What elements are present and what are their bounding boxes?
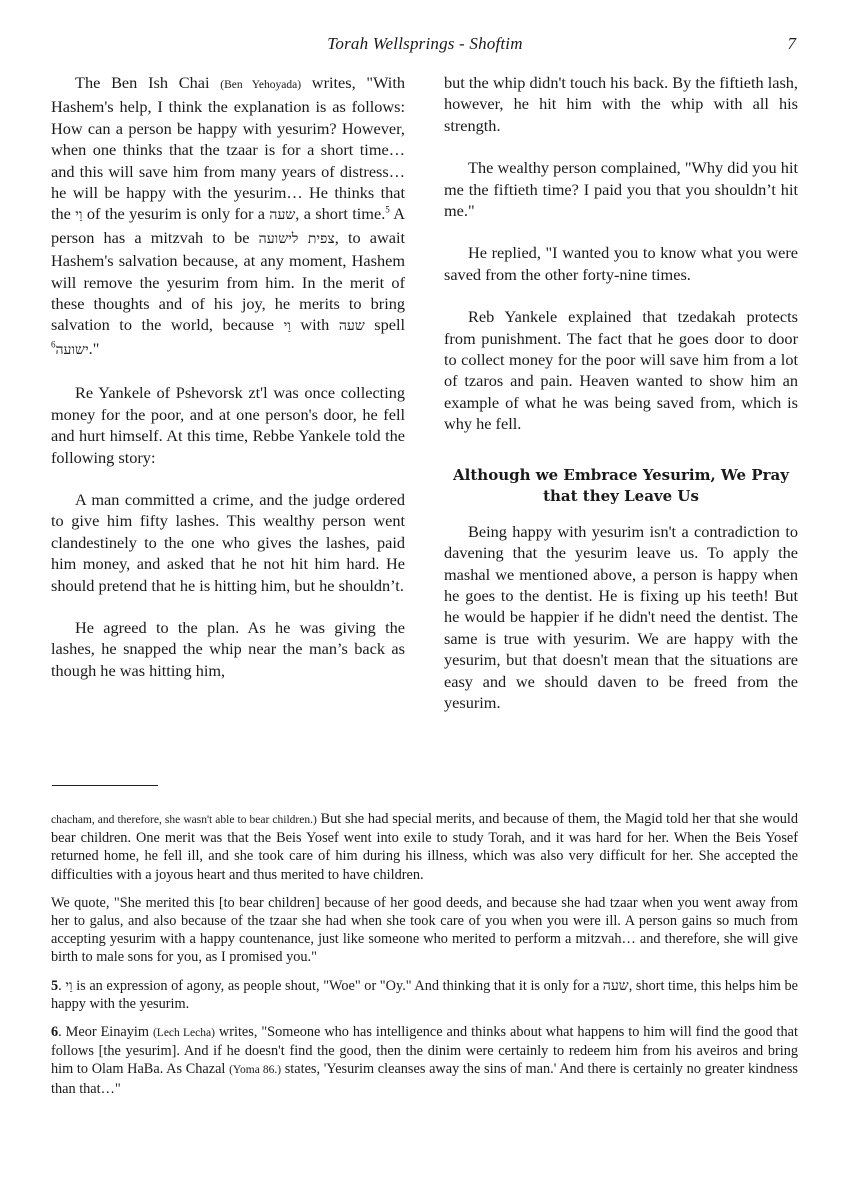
paragraph: Re Yankele of Pshevorsk zt'l was once collecting money for the poor, and at one person's door, he fell and hurt himself. At this time, Rebbe Yankele told the following story:	[51, 383, 405, 467]
left-column	[51, 72, 405, 702]
hebrew-word: צפית לישועה	[258, 230, 335, 247]
paragraph: The wealthy person complained, "Why did you hit me the fiftieth time? I paid you that you shouldn’t hit me."	[444, 158, 798, 221]
footnotes	[51, 810, 798, 1108]
paragraph: He replied, "I wanted you to know what you were saved from the other forty-nine times.	[444, 243, 798, 284]
source-citation: (Yoma 86.)	[229, 1064, 282, 1077]
footnote-number: 5	[51, 977, 59, 994]
footnote-ref: 6	[51, 339, 56, 350]
running-title: Torah Wellsprings - Shoftim	[327, 34, 523, 53]
footnote: 6. Meor Einayim (Lech Lecha) writes, "Someone who has intelligence and thinks about what happens to him will find the good that follows [the yesurim]. And if he doesn't find the good, then the dinim were certainly to redeem him from his aveiros and bring him to Olam HaBa. As Chazal (Yoma 86.) states, 'Yesurim cleanses away the sins of man.' And there is certainly no greater kindness than that…"	[51, 1024, 798, 1097]
footnote: chacham, and therefore, she wasn't able to bear children.) But she had special merits, and because of them, the Magid told her that she would bear children. One merit was that the Beis Yosef went into exile to study Torah, and it was hard for her. When the Beis Yosef returned home, he fell ill, and she took care of him during his illness, which was also very difficult for her. She accepted the difficulties with a joyous heart and thus merited to have children.	[51, 811, 798, 883]
right-column	[444, 72, 798, 734]
paragraph: A man committed a crime, and the judge ordered to give him fifty lashes. This wealthy person went clandestinely to the one who gives the lashes, paid him money, and asked that he not hit him hard. He should pretend that he is hitting him, but he shouldn’t.	[51, 489, 405, 595]
paragraph: The Ben Ish Chai (Ben Yehoyada) writes, "With Hashem's help, I think the explanation is as follows: How can a person be happy with yesurim? However, when one thinks that the tzaar is for a short time… and this will save him from many years of distress… he will be happy with the yesurim… He thinks that the וַי of the yesurim is only for a שעה, a short time.$^5$ A person has a mitzvah to be צפית לישועה, to await Hashem's salvation because, at any moment, Hashem will remove the yesurim from him. In the merit of these thoughts and of his joy, he merits to bring salvation to the world, because וַי with שעה spell $^6$ישועה."	[51, 73, 406, 358]
footnote-divider	[52, 785, 158, 786]
page-number: 7	[787, 34, 796, 53]
paragraph: He agreed to the plan. As he was giving the lashes, he snapped the whip near the man’s back as though he was hitting him,	[51, 617, 405, 680]
footnote-number: 6	[51, 1024, 59, 1041]
section-heading: Although we Embrace Yesurim, We Pray that they Leave Us	[453, 465, 789, 505]
hebrew-word: וַי	[75, 207, 83, 224]
hebrew-word: שעה	[269, 207, 296, 224]
hebrew-word: וַי	[283, 318, 291, 335]
page-header	[52, 34, 798, 60]
footnote: We quote, "She merited this [to bear children] because of her good deeds, and because she had tzaar when you went away from her to galus, and also because of the tzaar she had when she took care of you when you were ill. A person gains so much from accepting yesurim with a happy countenance, just like someone who merited to perform a mitzvah… and therefore, she will give birth to male sons for you, as I promised you."	[51, 894, 798, 966]
footnote: 5. וַי is an expression of agony, as people shout, "Woe" or "Oy." And thinking that it is only for a שעה, short time, this helps him be happy with the yesurim.	[51, 977, 798, 1012]
paragraph: but the whip didn't touch his back. By the fiftieth lash, however, he hit him with the whip with all his strength.	[444, 73, 798, 135]
paragraph: Reb Yankele explained that tzedakah protects from punishment. The fact that he goes door to door to collect money for the poor will save him from a lot of tzaros and pain. Heaven wanted to show him an example of what he was being saved from, which is why he fell.	[444, 307, 798, 434]
paragraph: Being happy with yesurim isn't a contradiction to davening that the yesurim leave us. To apply the mashal we mentioned above, a person is happy when he goes to the dentist. He is fixing up his teeth! But he would be happier if he didn't need the dentist. The same is true with yesurim. We are happy with the yesurim, but that doesn't mean that the situations are easy and we should daven to be freed from the yesurim.	[444, 521, 798, 712]
source-citation: (Lech Lecha)	[152, 1027, 215, 1040]
source-citation: (Ben Yehoyada)	[220, 79, 302, 91]
hebrew-word: וַי	[65, 977, 73, 994]
hebrew-word: ישועה	[55, 341, 89, 358]
footnote-ref: 5	[385, 205, 390, 216]
hebrew-word: שעה	[602, 977, 629, 994]
hebrew-word: שעה	[338, 318, 365, 335]
